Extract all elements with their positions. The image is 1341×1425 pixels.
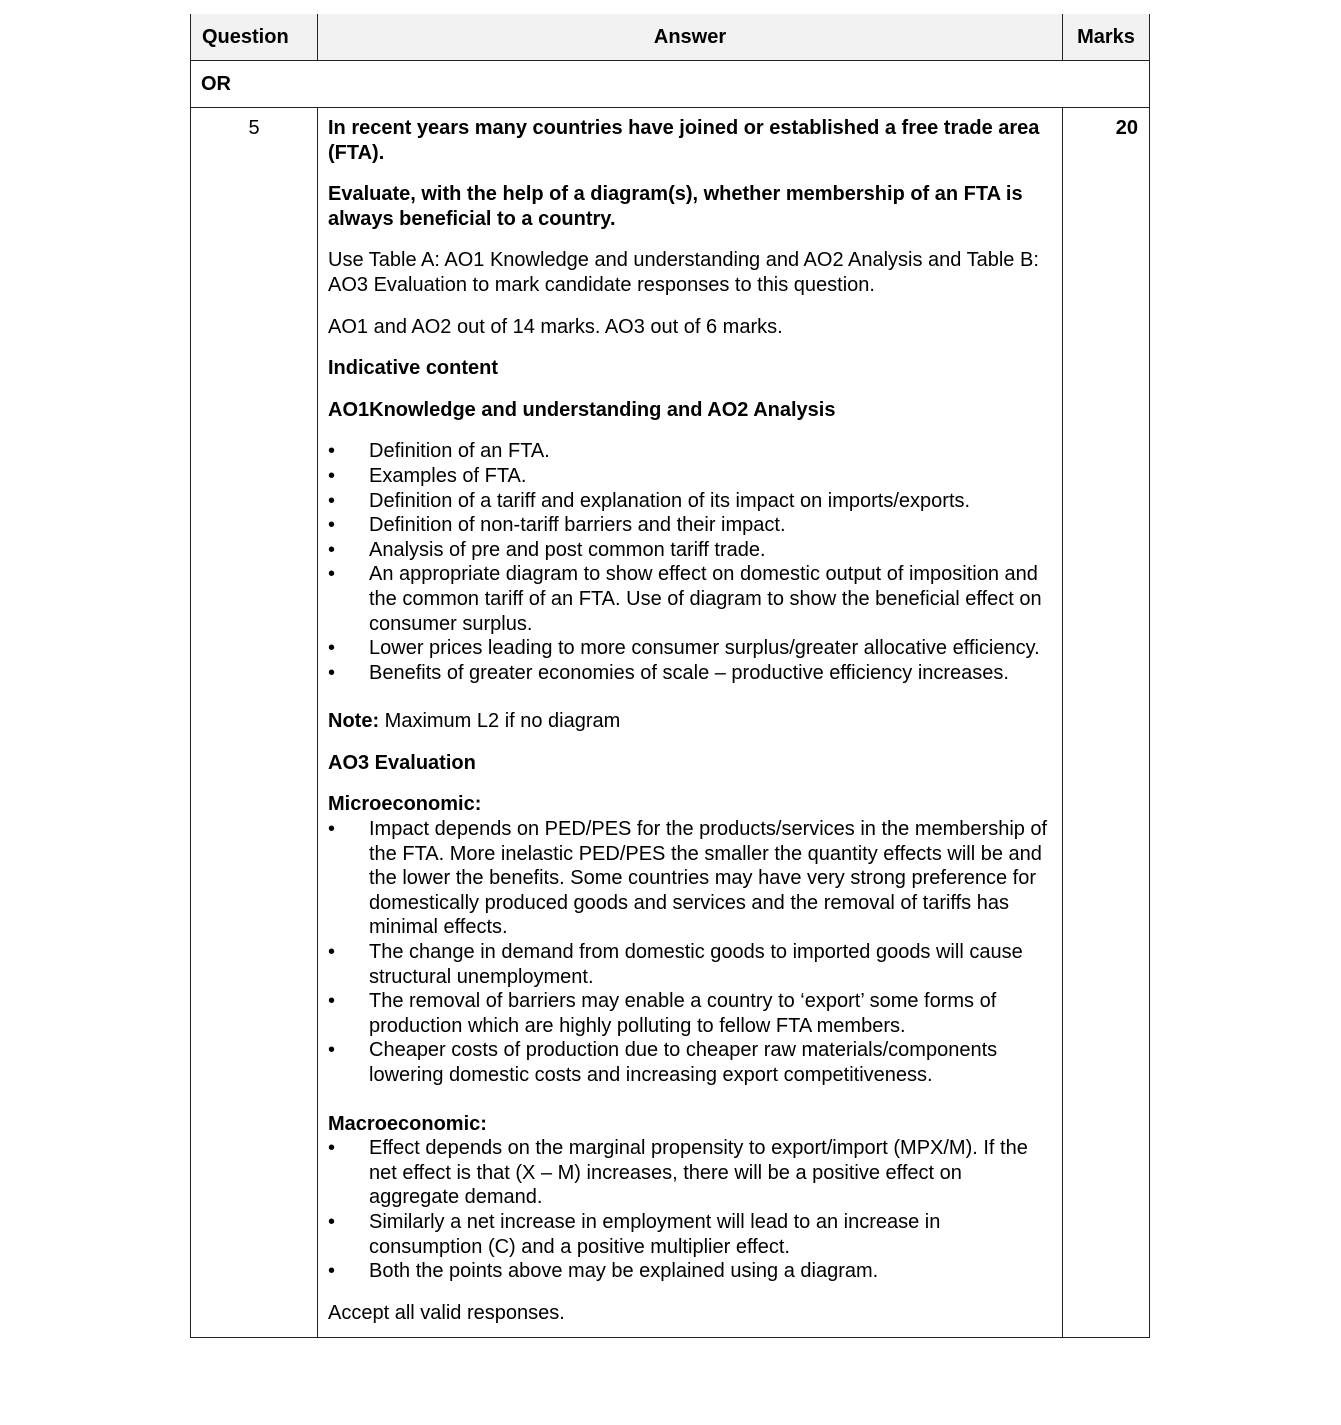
micro-list	[328, 817, 1050, 1088]
bullet-icon: •	[328, 1260, 336, 1283]
bullet-item	[328, 562, 1050, 636]
bullet-icon: •	[328, 818, 336, 841]
bullet-icon: •	[328, 440, 336, 463]
bullet-text: An appropriate diagram to show effect on domestic output of imposition and the common tariff of an FTA. Use of diagram to show the beneficial effect on consumer surplus.	[369, 563, 1042, 635]
bullet-item	[328, 1259, 1050, 1284]
bullet-item	[328, 940, 1050, 989]
macro-list	[328, 1136, 1050, 1284]
bullet-item	[328, 464, 1050, 489]
bullet-icon: •	[328, 941, 336, 964]
bullet-text: Analysis of pre and post common tariff trade.	[369, 538, 766, 561]
bullet-text: Benefits of greater economies of scale – productive efficiency increases.	[369, 661, 1009, 684]
micro-heading: Microeconomic:	[328, 793, 482, 816]
header-row	[191, 14, 1150, 61]
note-text: Maximum L2 if no diagram	[379, 710, 621, 733]
mark-scheme-table	[190, 14, 1150, 1338]
answer-cell	[318, 108, 1063, 1338]
bullet-icon: •	[328, 1210, 336, 1233]
bullet-item	[328, 989, 1050, 1038]
bullet-item	[328, 817, 1050, 940]
question-text-1: In recent years many countries have joined or established a free trade area (FTA).	[328, 117, 1040, 164]
bullet-icon: •	[328, 1137, 336, 1160]
closing-text: Accept all valid responses.	[328, 1301, 565, 1324]
bullet-text: Cheaper costs of production due to cheaper raw materials/components lowering domestic costs and increasing export competitiveness.	[369, 1039, 998, 1086]
bullet-item	[328, 661, 1050, 686]
bullet-text: Both the points above may be explained using a diagram.	[369, 1260, 879, 1283]
bullet-item	[328, 439, 1050, 464]
bullet-icon: •	[328, 563, 336, 586]
bullet-text: Similarly a net increase in employment will lead to an increase in consumption (C) and a positive multiplier effect.	[369, 1210, 941, 1258]
bullet-text: Definition of an FTA.	[369, 440, 550, 463]
bullet-text: The change in demand from domestic goods to imported goods will cause structural unemployment.	[369, 941, 1023, 988]
bullet-text: The removal of barriers may enable a country to ‘export’ some forms of production which are highly polluting to fellow FTA members.	[369, 990, 997, 1037]
note-label: Note:	[328, 710, 380, 733]
question-text-2: Evaluate, with the help of a diagram(s), whether membership of an FTA is always beneficial to a country.	[328, 183, 1023, 230]
bullet-text: Definition of a tariff and explanation of its impact on imports/exports.	[369, 489, 971, 512]
bullet-item	[328, 538, 1050, 563]
bullet-item	[328, 513, 1050, 538]
bullet-item	[328, 1210, 1050, 1259]
ao12-list	[328, 439, 1050, 685]
marks-split: AO1 and AO2 out of 14 marks. AO3 out of 6 marks.	[328, 315, 783, 338]
question-row	[191, 108, 1150, 1338]
question-header: Question	[191, 14, 318, 61]
bullet-icon: •	[328, 637, 336, 660]
bullet-icon: •	[328, 489, 336, 512]
answer-header: Answer	[318, 14, 1063, 61]
bullet-text: Impact depends on PED/PES for the products/services in the membership of the FTA. More inelastic PED/PES the smaller the quantity effects will be and the lower the benefits. Some countries may have very strong preference for domestically produced goods and services and the removal of tariffs has minimal effects.	[369, 818, 1048, 939]
ao3-heading: AO3 Evaluation	[328, 751, 476, 774]
bullet-item	[328, 489, 1050, 514]
question-number: 5	[191, 108, 318, 1338]
ao12-heading: AO1Knowledge and understanding and AO2 Analysis	[328, 398, 836, 421]
bullet-item	[328, 636, 1050, 661]
bullet-text: Definition of non-tariff barriers and their impact.	[369, 514, 786, 537]
bullet-icon: •	[328, 1039, 336, 1062]
bullet-item	[328, 1136, 1050, 1210]
instructions: Use Table A: AO1 Knowledge and understanding and AO2 Analysis and Table B: AO3 Evaluation to mark candidate responses to this question.	[328, 249, 1039, 296]
bullet-text: Effect depends on the marginal propensity to export/import (MPX/M). If the net effect is that (X – M) increases, there will be a positive effect on aggregate demand.	[369, 1137, 1028, 1209]
bullet-item	[328, 1038, 1050, 1087]
or-label: OR	[191, 61, 1150, 108]
marks-header: Marks	[1063, 14, 1150, 61]
or-row	[191, 61, 1150, 108]
note	[328, 709, 1050, 734]
indicative-heading: Indicative content	[328, 357, 499, 380]
macro-heading: Macroeconomic:	[328, 1112, 487, 1135]
bullet-icon: •	[328, 464, 336, 487]
bullet-text: Lower prices leading to more consumer surplus/greater allocative efficiency.	[369, 637, 1040, 660]
bullet-icon: •	[328, 661, 336, 684]
bullet-icon: •	[328, 990, 336, 1013]
bullet-icon: •	[328, 538, 336, 561]
bullet-icon: •	[328, 514, 336, 537]
bullet-text: Examples of FTA.	[369, 464, 527, 487]
marks-value: 20	[1063, 108, 1150, 1338]
